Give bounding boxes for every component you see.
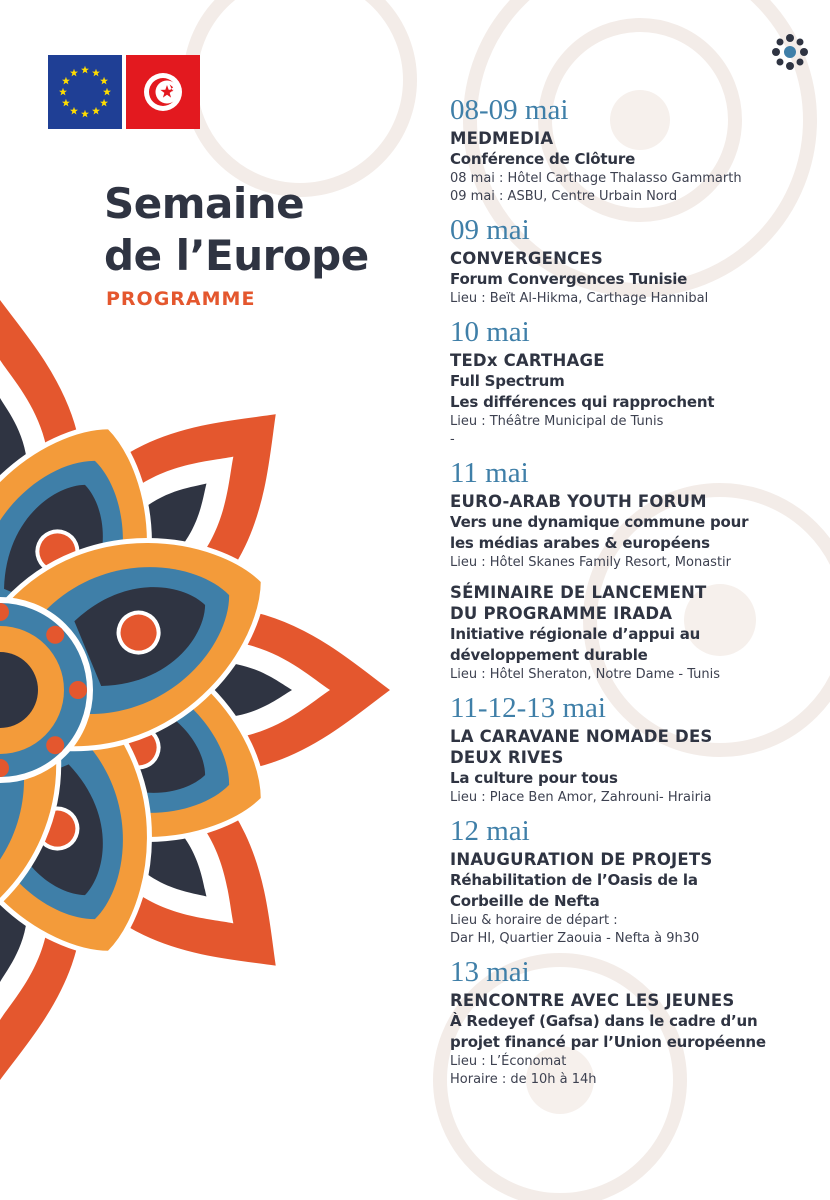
event-details: Lieu : Hôtel Sheraton, Notre Dame - Tunis [450,667,721,682]
program-day [450,316,820,449]
event-date: 13 mai [450,956,530,988]
program-day [450,815,820,948]
event-details: 09 mai : ASBU, Centre Urbain Nord [450,189,678,204]
logo-icon [770,32,810,72]
event-item [450,849,820,948]
event-details: - [450,432,455,447]
event-date: 11 mai [450,457,529,489]
event-details: 08 mai : Hôtel Carthage Thalasso Gammarth [450,171,742,186]
event-title: TEDx CARTHAGE [450,351,605,370]
event-item [450,128,820,206]
event-subtitle: Corbeille de Nefta [450,892,600,910]
program-day [450,956,820,1089]
event-title: DU PROGRAMME IRADA [450,604,673,623]
event-title: MEDMEDIA [450,129,554,148]
event-title: SÉMINAIRE DE LANCEMENT [450,583,707,602]
event-date: 10 mai [450,316,530,348]
event-subtitle: Conférence de Clôture [450,150,636,168]
page-subtitle: PROGRAMME [106,288,256,310]
event-details: Horaire : de 10h à 14h [450,1072,597,1087]
event-item [450,990,820,1089]
event-details: Lieu : Théâtre Municipal de Tunis [450,414,664,429]
program-day [450,692,820,807]
event-date: 09 mai [450,214,530,246]
event-title: EURO-ARAB YOUTH FORUM [450,492,707,511]
event-details: Lieu & horaire de départ : [450,913,618,928]
event-date: 12 mai [450,815,530,847]
program-list [450,94,820,1097]
event-subtitle: Vers une dynamique commune pour [450,513,749,531]
event-title: LA CARAVANE NOMADE DES [450,727,713,746]
event-subtitle: Forum Convergences Tunisie [450,270,688,288]
event-details: Lieu : L’Économat [450,1054,567,1069]
event-subtitle: développement durable [450,646,648,664]
event-subtitle: Full Spectrum [450,372,565,390]
program-day [450,457,820,684]
event-item [450,582,820,684]
event-title: RENCONTRE AVEC LES JEUNES [450,991,735,1010]
event-details: Lieu : Hôtel Skanes Family Resort, Monastir [450,555,732,570]
event-title: INAUGURATION DE PROJETS [450,850,713,869]
page-title-line-2: de l’Europe [104,231,369,280]
event-subtitle: Initiative régionale d’appui au [450,625,701,643]
event-item [450,726,820,807]
event-date: 11-12-13 mai [450,692,606,724]
event-subtitle: À Redeyef (Gafsa) dans le cadre d’un [450,1012,758,1030]
event-subtitle: La culture pour tous [450,769,618,787]
event-details: Lieu : Beït Al-Hikma, Carthage Hannibal [450,291,709,306]
tunisia-flag-icon [126,55,200,129]
event-details: Lieu : Place Ben Amor, Zahrouni- Hrairia [450,790,712,805]
event-subtitle: projet financé par l’Union européenne [450,1033,766,1051]
event-details: Dar HI, Quartier Zaouia - Nefta à 9h30 [450,931,700,946]
event-date: 08-09 mai [450,94,569,126]
page-title-line-1: Semaine [104,179,305,228]
event-item [450,350,820,449]
program-day [450,94,820,206]
program-day [450,214,820,308]
event-subtitle: Les différences qui rapprochent [450,393,715,411]
event-item [450,491,820,572]
event-subtitle: Réhabilitation de l’Oasis de la [450,871,698,889]
event-subtitle: les médias arabes & européens [450,534,710,552]
event-title: CONVERGENCES [450,249,603,268]
event-item [450,248,820,308]
title-block [104,178,369,310]
event-title: DEUX RIVES [450,748,564,767]
eu-flag-icon [48,55,122,129]
